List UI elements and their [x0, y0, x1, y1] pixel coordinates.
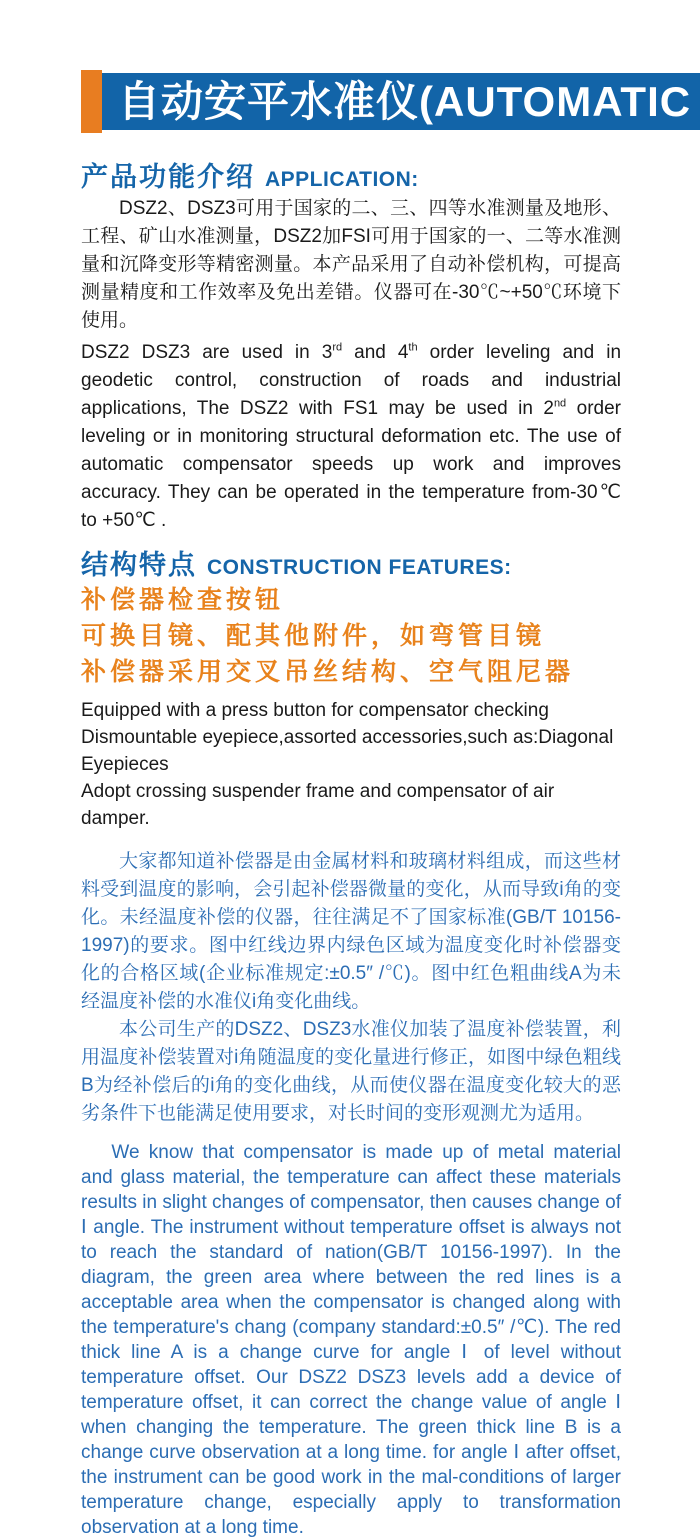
- feature-zh-line: 可换目镜、配其他附件，如弯管目镜: [81, 623, 546, 650]
- application-heading-en: APPLICATION:: [265, 168, 419, 191]
- orange-accent-block: [81, 70, 102, 133]
- construction-features-zh: [81, 583, 621, 691]
- compensator-zh-paragraph-2: 本公司生产的DSZ2、DSZ3水准仪加装了温度补偿装置，利用温度补偿装置对i角随温度的变化量进行修正，如图中绿色粗线B为经补偿后的i角的变化曲线，从而使仪器在温度变化较大的恶劣条件下也能满足使用要求，对长时间的变形观测尤为适用。: [81, 1019, 621, 1124]
- construction-features-en: [81, 697, 621, 832]
- feature-en-line: Dismountable eyepiece,assorted accessories,such as:Diagonal Eyepieces: [81, 727, 614, 775]
- construction-heading: [81, 543, 621, 580]
- banner-bar: [102, 73, 700, 130]
- compensator-en-paragraph: We know that compensator is made up of metal material and glass material, the temperature can affect these materials results in slight changes of compensator, then causes change of Ⅰ angle. The instrument without temperature offset is always not to reach the standard of nation(GB/T 10156-1997). In the diagram, the green area where between the red lines is a acceptable area when the compensator is changed along with the temperature's chang (company standard:±0.5″ /℃). The red thick line A is a change curve for angle Ⅰ of level without temperature offset. Our DSZ2 DSZ3 levels add a device of temperature offset, it can correct the change value of angle Ⅰ when changing the temperature. The green thick line B is a change curve observation at a long time. for angle Ⅰ after offset, the instrument can be good work in the mal-conditions of larger temperature change, especially apply to transformation observation at a long time.: [81, 1142, 621, 1538]
- compensator-zh-paragraph-1: 大家都知道补偿器是由金属材料和玻璃材料组成，而这些材料受到温度的影响，会引起补偿器微量的变化，从而导致i角的变化。未经温度补偿的仪器，往往满足不了国家标准(GB/T 10156-1997)的要求。图中红线边界内绿色区域为温度变化时补偿器变化的合格区域(企业标准规定:±0.5″ /℃)。图中红色粗曲线A为未经温度补偿的水准仪i角变化曲线。: [81, 851, 621, 1012]
- application-en-part3: order leveling and in geodetic control, construction of roads and industrial applications, The DSZ2 with FS1 may be used in 2: [81, 342, 622, 419]
- title-banner: [81, 70, 700, 133]
- application-en-part1: DSZ2 DSZ3 are used in 3: [81, 342, 333, 363]
- application-heading: [81, 155, 621, 192]
- application-en-part4: order leveling or in monitoring structural deformation etc. The use of automatic compensator speeds up work and improves accuracy. They can be operated in the temperature from-30℃ to +50℃ .: [81, 398, 622, 531]
- application-paragraph-en: [81, 339, 621, 535]
- application-en-part2: and 4: [342, 342, 409, 363]
- feature-en-line: Adopt crossing suspender frame and compensator of air damper.: [81, 781, 555, 829]
- construction-section: [81, 543, 621, 832]
- page-content: [81, 155, 621, 1540]
- application-heading-zh: 产品功能介绍: [81, 162, 255, 192]
- ordinal-superscript: th: [408, 341, 418, 354]
- page-title: 自动安平水准仪(AUTOMATIC: [118, 78, 692, 125]
- compensator-description-en: [81, 1140, 621, 1540]
- compensator-description-zh: [81, 848, 621, 1128]
- construction-heading-zh: 结构特点: [81, 550, 197, 580]
- ordinal-superscript: rd: [332, 341, 343, 354]
- feature-en-line: Equipped with a press button for compensator checking: [81, 700, 549, 721]
- feature-zh-line: 补偿器采用交叉吊丝结构、空气阻尼器: [81, 659, 575, 686]
- feature-zh-line: 补偿器检查按钮: [81, 587, 285, 614]
- application-section: [81, 155, 621, 535]
- application-paragraph-zh: DSZ2、DSZ3可用于国家的二、三、四等水准测量及地形、工程、矿山水准测量，DSZ2加FSI可用于国家的一、二等水准测量和沉降变形等精密测量。本产品采用了自动补偿机构，可提高测量精度和工作效率及免出差错。仪器可在-30℃~+50℃环境下使用。: [81, 198, 621, 331]
- construction-heading-en: CONSTRUCTION FEATURES:: [207, 556, 512, 579]
- ordinal-superscript: nd: [553, 397, 567, 410]
